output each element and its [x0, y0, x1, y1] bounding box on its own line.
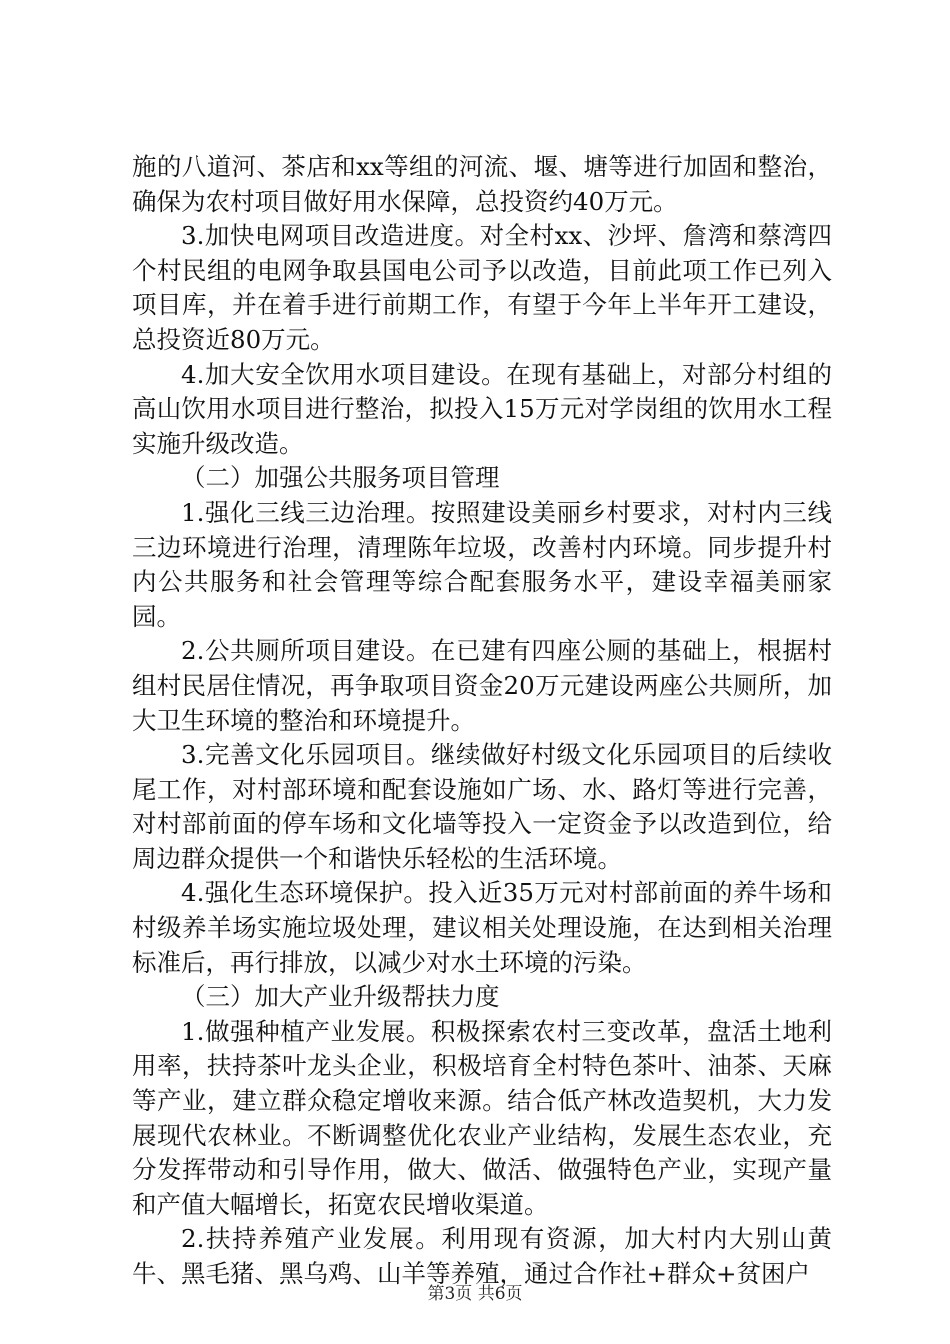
paragraph-planting: 1.做强种植产业发展。积极探索农村三变改革，盘活土地利用率，扶持茶叶龙头企业，积极培育全村特色茶叶、油茶、天麻等产业，建立群众稳定增收来源。结合低产林改造契机，大力发展现代农林业。不断调整优化农业产业结构，发展生态农业，充分发挥带动和引导作用，做大、做活、做强特色产业，实现产量和产值大幅增长，拓宽农民增收渠道。	[132, 1016, 832, 1219]
paragraph-power-grid: 3.加快电网项目改造进度。对全村xx、沙坪、詹湾和蔡湾四个村民组的电网争取县国电公司予以改造，目前此项工作已列入项目库，并在着手进行前期工作，有望于今年上半年开工建设，总投资近80万元。	[132, 221, 832, 354]
section-heading-industry: （三）加大产业升级帮扶力度	[181, 982, 500, 1012]
page-footer: 第3页 共6页	[427, 1284, 523, 1304]
paragraph-ecology: 4.强化生态环境保护。投入近35万元对村部前面的养牛场和村级养羊场实施垃圾处理，建议相关处理设施，在达到相关治理标准后，再行排放，以减少对水土环境的污染。	[132, 878, 832, 977]
paragraph-drinking-water: 4.加大安全饮用水项目建设。在现有基础上，对部分村组的高山饮用水项目进行整治，拟投入15万元对学岗组的饮用水工程实施升级改造。	[132, 359, 832, 458]
paragraph-continuation: 施的八道河、茶店和xx等组的河流、堰、塘等进行加固和整治，确保为农村项目做好用水保障，总投资约40万元。	[132, 152, 832, 216]
paragraph-three-lines: 1.强化三线三边治理。按照建设美丽乡村要求，对村内三线三边环境进行治理，清理陈年垃圾，改善村内环境。同步提升村内公共服务和社会管理等综合配套服务水平，建设幸福美丽家园。	[132, 497, 832, 631]
paragraph-public-toilets: 2.公共厕所项目建设。在已建有四座公厕的基础上，根据村组村民居住情况，再争取项目资金20万元建设两座公共厕所，加大卫生环境的整治和环境提升。	[132, 636, 832, 735]
section-heading-public-services: （二）加强公共服务项目管理	[181, 463, 500, 493]
document-body	[132, 150, 832, 1292]
paragraph-breeding: 2.扶持养殖产业发展。利用现有资源，加大村内大别山黄牛、黑毛猪、黑乌鸡、山羊等养殖，通过合作社+群众+贫困户	[132, 1224, 832, 1288]
paragraph-culture-park: 3.完善文化乐园项目。继续做好村级文化乐园项目的后续收尾工作，对村部环境和配套设施如广场、水、路灯等进行完善，对村部前面的停车场和文化墙等投入一定资金予以改造到位，给周边群众提供一个和谐快乐轻松的生活环境。	[132, 740, 832, 873]
